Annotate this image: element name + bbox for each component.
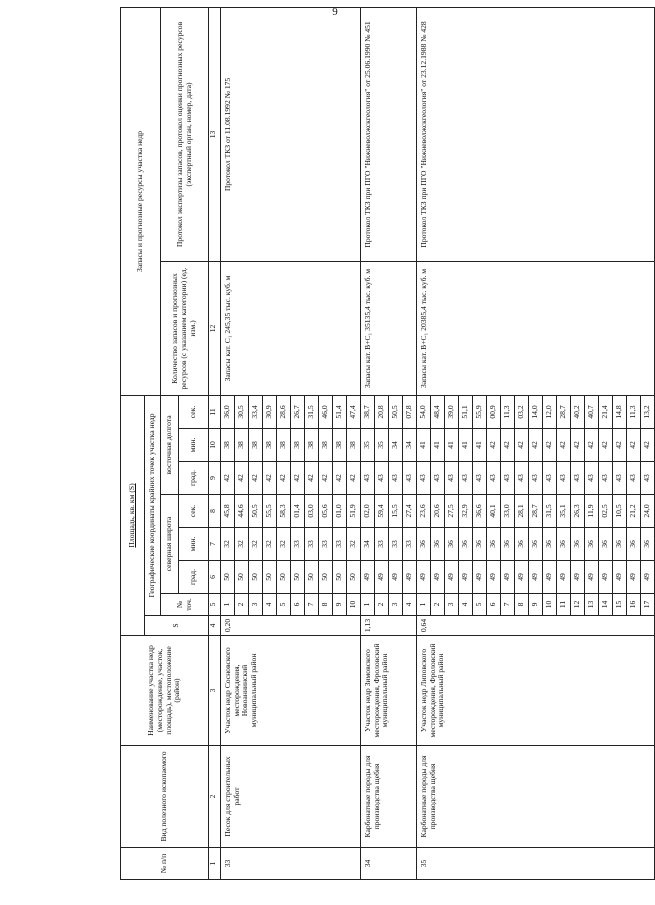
coordinate-cell: 31,5 [305, 395, 319, 428]
coordinate-cell: 42 [319, 462, 333, 495]
coordinate-cell: 49 [501, 561, 515, 594]
header-lon-deg: град. [179, 462, 209, 495]
coordinate-cell: 43 [361, 462, 375, 495]
coordinate-cell: 43 [515, 462, 529, 495]
coordinate-cell: 43 [445, 462, 459, 495]
coordinate-cell: 42 [291, 462, 305, 495]
coordinate-cell: 50 [305, 561, 319, 594]
expertise-protocol: Протокол ТКЗ при ПГО "Нижневолжскгеология" от 23.12.1988 № 428 [417, 7, 655, 261]
coordinate-cell: 32 [221, 528, 235, 561]
coordinate-cell: 05,6 [319, 495, 333, 528]
coordinate-cell: 11,3 [627, 395, 641, 428]
point-number: 8 [319, 594, 333, 616]
row-number: 33 [221, 848, 361, 880]
coordinate-cell: 49 [571, 561, 585, 594]
coordinate-cell: 36 [585, 528, 599, 561]
coordinate-cell: 15,5 [389, 495, 403, 528]
coordinate-cell: 33 [291, 528, 305, 561]
point-number: 9 [529, 594, 543, 616]
column-number: 1 [209, 848, 221, 880]
coordinate-cell: 42 [221, 462, 235, 495]
column-number: 11 [209, 395, 221, 428]
coordinate-cell: 42 [543, 429, 557, 462]
coordinate-cell: 36 [627, 528, 641, 561]
coordinate-cell: 35 [375, 429, 389, 462]
coordinate-cell: 43 [473, 462, 487, 495]
header-lon-sec: сек. [179, 395, 209, 428]
coordinate-cell: 43 [375, 462, 389, 495]
coordinate-cell: 43 [529, 462, 543, 495]
coordinate-cell: 10,5 [613, 495, 627, 528]
coordinate-cell: 41 [445, 429, 459, 462]
header-lat-sec: сек. [179, 495, 209, 528]
point-number: 15 [613, 594, 627, 616]
coordinate-cell: 50 [333, 561, 347, 594]
coordinate-cell: 42 [347, 462, 361, 495]
column-number: 6 [209, 561, 221, 594]
coordinate-cell: 42 [263, 462, 277, 495]
coordinate-cell: 49 [641, 561, 655, 594]
header-name: Наименование участка недр (месторождение, участок, площадь), местоположение (район) [121, 636, 209, 746]
coordinate-cell: 34 [389, 429, 403, 462]
mineral-type: Карбонатные породы для производства щебня [417, 746, 655, 848]
coordinate-cell: 11,3 [501, 395, 515, 428]
point-number: 1 [221, 594, 235, 616]
coordinate-cell: 28,7 [557, 395, 571, 428]
coordinate-cell: 50 [235, 561, 249, 594]
coordinate-cell: 23,6 [417, 495, 431, 528]
coordinate-cell: 49 [459, 561, 473, 594]
coordinate-cell: 42 [235, 462, 249, 495]
coordinate-cell: 38 [277, 429, 291, 462]
coordinate-cell: 38 [221, 429, 235, 462]
coordinate-cell: 51,9 [347, 495, 361, 528]
coordinate-cell: 32,9 [459, 495, 473, 528]
table-row [417, 7, 431, 879]
table-body [221, 7, 655, 879]
coordinate-cell: 49 [473, 561, 487, 594]
coordinate-cell: 43 [501, 462, 515, 495]
coordinate-cell: 51,4 [333, 395, 347, 428]
coordinate-cell: 33 [333, 528, 347, 561]
coordinate-cell: 11,9 [585, 495, 599, 528]
header-reserves: Запасы и прогнозные ресурсы участка недр [121, 7, 161, 395]
coordinate-cell: 38 [347, 429, 361, 462]
coordinate-cell: 43 [487, 462, 501, 495]
coordinate-cell: 38 [305, 429, 319, 462]
coordinate-cell: 36 [431, 528, 445, 561]
coordinate-cell: 49 [543, 561, 557, 594]
coordinate-cell: 38 [263, 429, 277, 462]
coordinate-cell: 41 [431, 429, 445, 462]
header-qty: Количество запасов и прогнозных ресурсов (с указанием категории) (ед. изм.) [161, 261, 209, 395]
coordinate-cell: 49 [557, 561, 571, 594]
coordinate-cell: 28,1 [515, 495, 529, 528]
header-type: Вид полезного ископаемого [121, 746, 209, 848]
coordinate-cell: 07,8 [403, 395, 417, 428]
coordinate-cell: 43 [431, 462, 445, 495]
coordinate-cell: 42 [249, 462, 263, 495]
coordinate-cell: 33,0 [501, 495, 515, 528]
site-area: 0,64 [417, 616, 655, 636]
coordinate-cell: 36 [515, 528, 529, 561]
coordinate-cell: 49 [417, 561, 431, 594]
coordinate-cell: 38 [235, 429, 249, 462]
coordinate-cell: 50 [347, 561, 361, 594]
coordinate-cell: 31,5 [543, 495, 557, 528]
header-lat-deg: град. [179, 561, 209, 594]
column-number: 5 [209, 594, 221, 616]
coordinate-cell: 43 [389, 462, 403, 495]
coordinate-cell: 26,7 [291, 395, 305, 428]
table-row [361, 7, 375, 879]
coordinate-cell: 13,2 [641, 395, 655, 428]
point-number: 2 [375, 594, 389, 616]
coordinate-cell: 03,2 [515, 395, 529, 428]
coordinate-cell: 36,0 [221, 395, 235, 428]
coordinate-cell: 02,5 [599, 495, 613, 528]
coordinate-cell: 39,0 [445, 395, 459, 428]
coordinate-cell: 43 [557, 462, 571, 495]
coordinate-cell: 00,9 [487, 395, 501, 428]
header-point: № точ. [161, 594, 209, 616]
coordinate-cell: 33 [319, 528, 333, 561]
header-lat-min: мин. [179, 528, 209, 561]
coordinate-cell: 36 [613, 528, 627, 561]
column-number: 8 [209, 495, 221, 528]
site-name: Участок недр Зимовского месторождения, Фроловский муниципальный район [361, 636, 417, 746]
coordinate-cell: 42 [515, 429, 529, 462]
point-number: 10 [347, 594, 361, 616]
table-row [221, 7, 235, 879]
coordinate-cell: 40,7 [585, 395, 599, 428]
coordinate-cell: 32 [235, 528, 249, 561]
coordinate-cell: 32 [249, 528, 263, 561]
point-number: 4 [263, 594, 277, 616]
coordinate-cell: 01,0 [333, 495, 347, 528]
coordinate-cell: 32 [263, 528, 277, 561]
coordinate-cell: 28,6 [277, 395, 291, 428]
point-number: 14 [599, 594, 613, 616]
coordinate-cell: 42 [277, 462, 291, 495]
header-s: S [145, 616, 209, 636]
coordinate-cell: 43 [627, 462, 641, 495]
coordinate-cell: 44,6 [235, 495, 249, 528]
column-number: 3 [209, 636, 221, 746]
coordinate-cell: 43 [403, 462, 417, 495]
point-number: 17 [641, 594, 655, 616]
coordinate-cell: 20,8 [375, 395, 389, 428]
coordinate-cell: 42 [333, 462, 347, 495]
coordinate-cell: 14,0 [529, 395, 543, 428]
coordinate-cell: 41 [417, 429, 431, 462]
coordinate-cell: 49 [529, 561, 543, 594]
column-number: 4 [209, 616, 221, 636]
coordinate-cell: 36 [445, 528, 459, 561]
point-number: 1 [361, 594, 375, 616]
coordinate-cell: 58,3 [277, 495, 291, 528]
coordinate-cell: 36 [599, 528, 613, 561]
coordinate-cell: 21,4 [599, 395, 613, 428]
coordinate-cell: 50 [277, 561, 291, 594]
coordinate-cell: 36 [571, 528, 585, 561]
coordinate-cell: 36 [473, 528, 487, 561]
coordinate-cell: 34 [361, 528, 375, 561]
coordinate-cell: 27,5 [445, 495, 459, 528]
row-number: 35 [417, 848, 655, 880]
coordinate-cell: 38 [319, 429, 333, 462]
point-number: 5 [473, 594, 487, 616]
page-number: 9 [332, 6, 338, 18]
coordinate-cell: 38,7 [361, 395, 375, 428]
coordinate-cell: 33 [375, 528, 389, 561]
site-area: 1,13 [361, 616, 417, 636]
coordinate-cell: 49 [445, 561, 459, 594]
coordinate-cell: 21,2 [627, 495, 641, 528]
coordinate-cell: 49 [585, 561, 599, 594]
point-number: 6 [487, 594, 501, 616]
column-number: 12 [209, 261, 221, 395]
coordinate-cell: 33,4 [249, 395, 263, 428]
coordinate-cell: 43 [417, 462, 431, 495]
point-number: 4 [459, 594, 473, 616]
column-number: 10 [209, 429, 221, 462]
coordinate-cell: 32 [347, 528, 361, 561]
coordinate-cell: 38 [249, 429, 263, 462]
coordinate-cell: 33 [389, 528, 403, 561]
coordinate-cell: 27,4 [403, 495, 417, 528]
coordinate-cell: 43 [599, 462, 613, 495]
coordinate-cell: 42 [641, 429, 655, 462]
coordinate-cell: 26,3 [571, 495, 585, 528]
coordinate-cell: 35 [361, 429, 375, 462]
coordinate-cell: 42 [571, 429, 585, 462]
coordinate-cell: 42 [599, 429, 613, 462]
coordinate-cell: 30,5 [235, 395, 249, 428]
coordinate-cell: 24,0 [641, 495, 655, 528]
coordinate-cell: 50 [221, 561, 235, 594]
coordinate-cell: 42 [613, 429, 627, 462]
coordinate-cell: 49 [431, 561, 445, 594]
coordinate-cell: 42 [529, 429, 543, 462]
coordinate-cell: 35,1 [557, 495, 571, 528]
coordinate-cell: 43 [459, 462, 473, 495]
point-number: 12 [571, 594, 585, 616]
coordinate-cell: 42 [627, 429, 641, 462]
coordinate-cell: 36 [501, 528, 515, 561]
point-number: 10 [543, 594, 557, 616]
header-lon-min: мин. [179, 429, 209, 462]
coordinate-cell: 28,7 [529, 495, 543, 528]
coordinate-cell: 32 [277, 528, 291, 561]
coordinate-cell: 50 [263, 561, 277, 594]
expertise-protocol: Протокол ТКЗ от 11.08.1992 № 175 [221, 7, 361, 261]
header-protocol: Протокол экспертизы запасов, протокол оценки прогнозных ресурсов (экспертный орган, номер, дата) [161, 7, 209, 261]
coordinate-cell: 49 [599, 561, 613, 594]
coordinate-cell: 41 [459, 429, 473, 462]
header-lon: восточная долгота [161, 395, 179, 494]
coordinate-cell: 50 [319, 561, 333, 594]
coordinate-cell: 36 [641, 528, 655, 561]
mineral-type: Песок для строительных работ [221, 746, 361, 848]
coordinate-cell: 36,6 [473, 495, 487, 528]
coordinate-cell: 45,8 [221, 495, 235, 528]
coordinate-cell: 38 [333, 429, 347, 462]
coordinate-cell: 43 [641, 462, 655, 495]
coordinate-cell: 49 [627, 561, 641, 594]
coordinate-cell: 14,8 [613, 395, 627, 428]
coordinate-cell: 47,4 [347, 395, 361, 428]
point-number: 8 [515, 594, 529, 616]
coordinate-cell: 43 [543, 462, 557, 495]
coordinate-cell: 54,0 [417, 395, 431, 428]
point-number: 3 [249, 594, 263, 616]
point-number: 2 [431, 594, 445, 616]
column-number: 2 [209, 746, 221, 848]
reserves-quantity: Запасы кат. B+C₁ 20385,4 тыс. куб. м [417, 261, 655, 395]
header-lat: северная широта [161, 495, 179, 594]
expertise-protocol: Протокол ТКЗ при ПГО "Нижневолжскгеология" от 25.06.1990 № 451 [361, 7, 417, 261]
coordinate-cell: 38 [291, 429, 305, 462]
coordinate-cell: 41 [473, 429, 487, 462]
coordinate-cell: 36 [529, 528, 543, 561]
coordinate-cell: 42 [501, 429, 515, 462]
point-number: 1 [417, 594, 431, 616]
rotated-table-container [120, 8, 652, 880]
site-name: Участок недр Сосновского месторождения, Новоаннинский муниципальный район [221, 636, 361, 746]
coordinate-cell: 30,9 [263, 395, 277, 428]
point-number: 7 [305, 594, 319, 616]
coordinate-cell: 50 [249, 561, 263, 594]
point-number: 3 [445, 594, 459, 616]
coordinate-cell: 42 [305, 462, 319, 495]
coordinate-cell: 59,4 [375, 495, 389, 528]
reserves-quantity: Запасы кат. B+C₁ 35135,4 тыс. куб. м [361, 261, 417, 395]
coordinate-cell: 03,0 [305, 495, 319, 528]
coordinate-cell: 42 [557, 429, 571, 462]
coordinate-cell: 49 [487, 561, 501, 594]
coordinate-cell: 42 [487, 429, 501, 462]
point-number: 3 [389, 594, 403, 616]
coordinate-cell: 36 [487, 528, 501, 561]
coordinate-cell: 12,0 [543, 395, 557, 428]
point-number: 7 [501, 594, 515, 616]
row-number: 34 [361, 848, 417, 880]
coordinate-cell: 33 [305, 528, 319, 561]
deposits-table [120, 7, 655, 880]
coordinate-cell: 36 [417, 528, 431, 561]
header-coords: Географические координаты крайних точек участка недр [145, 395, 161, 615]
coordinate-cell: 49 [613, 561, 627, 594]
coordinate-cell: 01,4 [291, 495, 305, 528]
coordinate-cell: 02,0 [361, 495, 375, 528]
coordinate-cell: 43 [613, 462, 627, 495]
coordinate-cell: 49 [361, 561, 375, 594]
coordinate-cell: 51,1 [459, 395, 473, 428]
coordinate-cell: 20,6 [431, 495, 445, 528]
header-area: Площадь, кв. км (S) [121, 395, 145, 635]
coordinate-cell: 49 [403, 561, 417, 594]
column-number: 7 [209, 528, 221, 561]
coordinate-cell: 43 [571, 462, 585, 495]
coordinate-cell: 50,5 [249, 495, 263, 528]
coordinate-cell: 36 [459, 528, 473, 561]
point-number: 4 [403, 594, 417, 616]
coordinate-cell: 36 [557, 528, 571, 561]
point-number: 13 [585, 594, 599, 616]
site-area: 0,20 [221, 616, 361, 636]
coordinate-cell: 36 [543, 528, 557, 561]
point-number: 5 [277, 594, 291, 616]
point-number: 9 [333, 594, 347, 616]
coordinate-cell: 50,5 [389, 395, 403, 428]
point-number: 6 [291, 594, 305, 616]
column-number: 9 [209, 462, 221, 495]
coordinate-cell: 55,5 [263, 495, 277, 528]
coordinate-cell: 49 [515, 561, 529, 594]
coordinate-cell: 43 [585, 462, 599, 495]
coordinate-cell: 48,4 [431, 395, 445, 428]
column-number: 13 [209, 7, 221, 261]
coordinate-cell: 46,0 [319, 395, 333, 428]
site-name: Участок недр Липовского месторождения, Фроловский муниципальный район [417, 636, 655, 746]
coordinate-cell: 40,2 [571, 395, 585, 428]
coordinate-cell: 49 [375, 561, 389, 594]
coordinate-cell: 55,9 [473, 395, 487, 428]
point-number: 2 [235, 594, 249, 616]
coordinate-cell: 50 [291, 561, 305, 594]
coordinate-cell: 40,1 [487, 495, 501, 528]
mineral-type: Карбонатные породы для производства щебня [361, 746, 417, 848]
point-number: 11 [557, 594, 571, 616]
header-num: № п/п [121, 848, 209, 880]
coordinate-cell: 49 [389, 561, 403, 594]
coordinate-cell: 42 [585, 429, 599, 462]
coordinate-cell: 34 [403, 429, 417, 462]
reserves-quantity: Запасы кат. C₁ 245,35 тыс. куб. м [221, 261, 361, 395]
coordinate-cell: 33 [403, 528, 417, 561]
point-number: 16 [627, 594, 641, 616]
